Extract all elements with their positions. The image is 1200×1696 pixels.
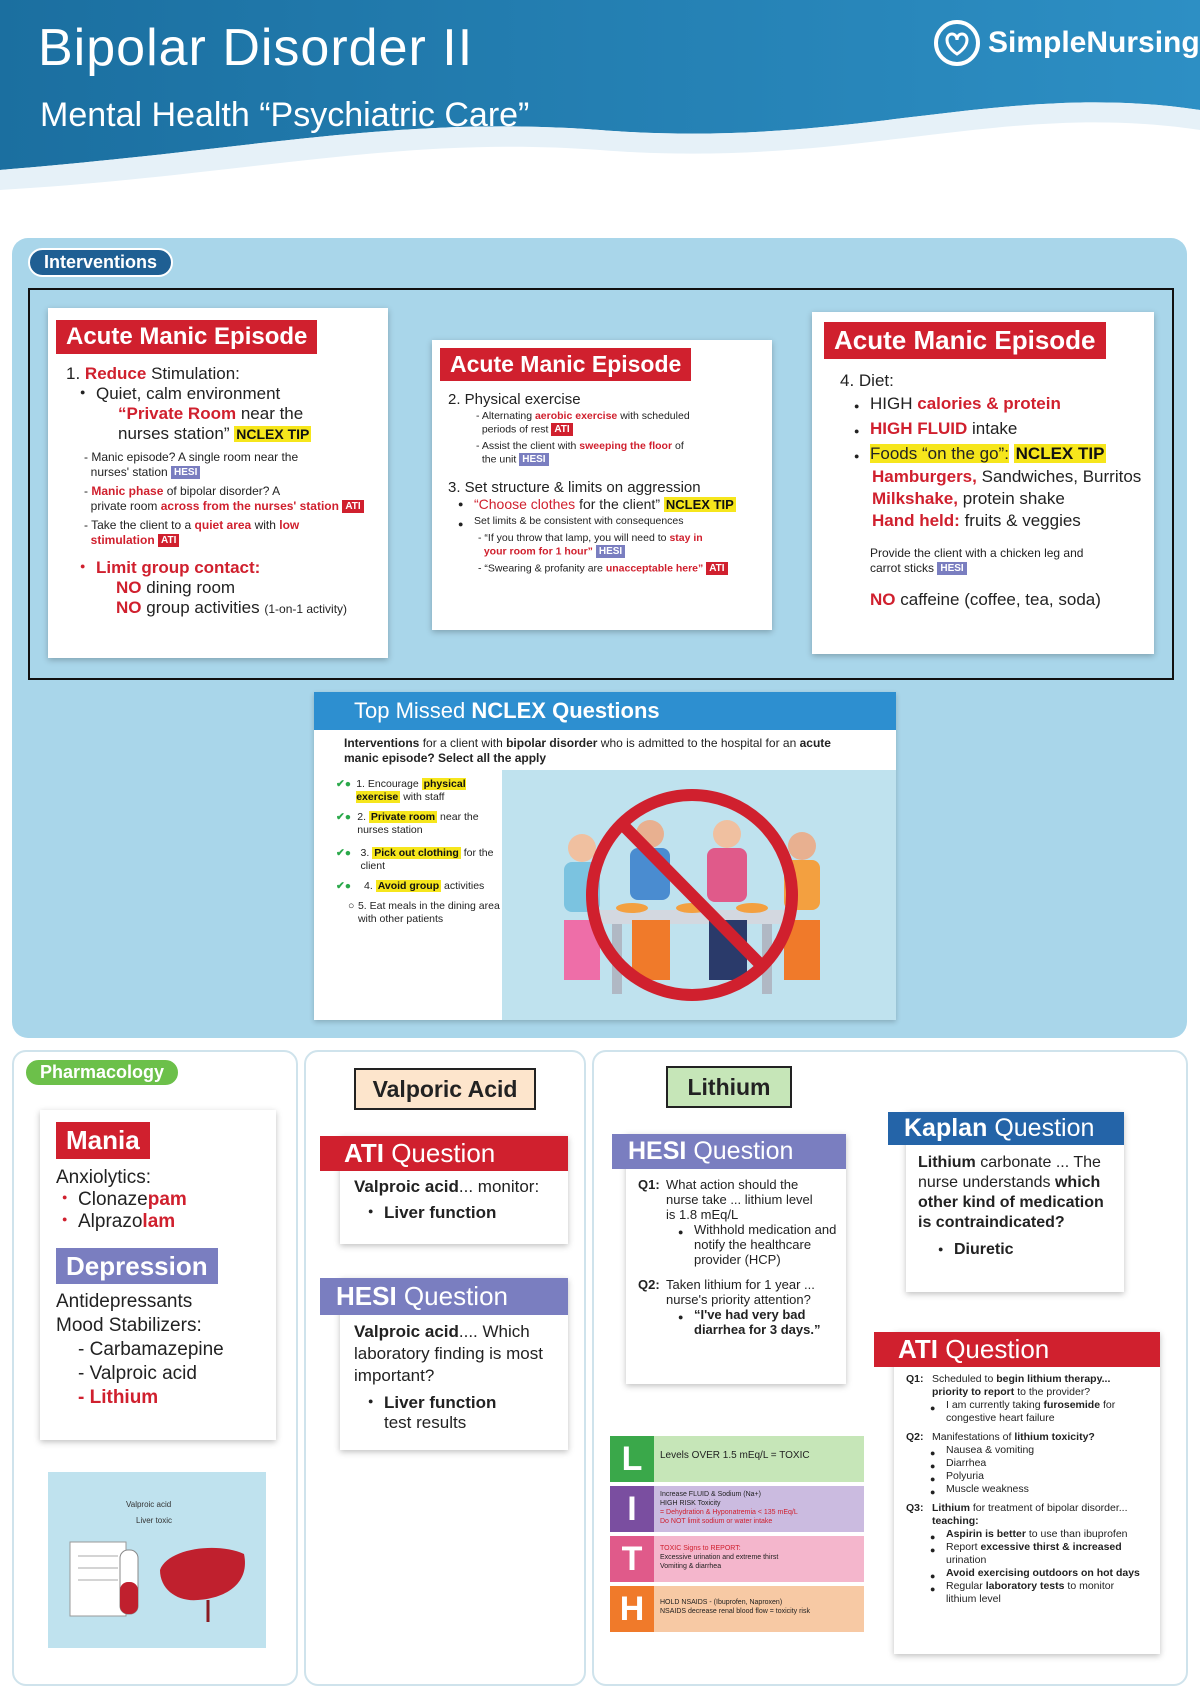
- lithium-ati-card: [894, 1332, 1160, 1654]
- diet-line: 4. Diet:: [840, 371, 894, 390]
- limit-list: ● Limit group contact: NO dining room NO group activities (1-on-1 activity): [80, 558, 380, 618]
- brand-logo: [930, 18, 1200, 68]
- page-header: [0, 0, 1200, 200]
- img-label-2: Liver toxic: [136, 1516, 173, 1525]
- exercise-notes: - Alternating aerobic exercise with scheduled periods of rest ATI - Assist the client with sweeping the floor of the unit HESI: [476, 410, 690, 466]
- food-examples: Hamburgers, Sandwiches, Burritos Milkshake, protein shake Hand held: fruits & veggies: [872, 467, 1142, 530]
- nclex-question-card: [314, 692, 896, 1020]
- no-group-dining-icon: [502, 770, 896, 1020]
- kaplan-question-text: Lithium carbonate ... The nurse understands which other kind of medication is contraindicated?: [918, 1154, 1104, 1231]
- limit-quotes: - “If you throw that lamp, you will need to stay in your room for 1 hour” HESI - “Swearing & profanity are unacceptable here” ATI: [478, 532, 764, 576]
- liver-illustration: [48, 1472, 266, 1648]
- manic-card-3: [812, 312, 1154, 654]
- heart-stethoscope-icon: [930, 18, 984, 68]
- provide-note: Provide the client with a chicken leg and carrot sticks HESI: [870, 546, 1084, 575]
- anxiolytics-list: ● Clonazepam ● Alprazolam: [62, 1189, 260, 1233]
- pharmacology-pill: Pharmacology: [24, 1058, 180, 1087]
- ati-q1-answer: ● I am currently taking furosemide for congestive heart failure: [930, 1399, 1160, 1425]
- structure-line: 3. Set structure & limits on aggression: [448, 478, 701, 496]
- group-dining-illustration: [502, 770, 896, 1020]
- ati-answer: ● Liver function: [368, 1203, 568, 1223]
- option-1[interactable]: ✔● 1. Encourage physical exercise with staff: [336, 778, 466, 803]
- ati-q3-answers: ● Aspirin is better to use than ibuprofen ● Report excessive thirst & increased urination ● Avoid exercising outdoors on hot days ● Regular laboratory tests to monitor lithium level: [930, 1528, 1146, 1606]
- diet-list: ● HIGH calories & protein ● HIGH FLUID intake ● Foods “on the go”: NCLEX TIP: [854, 391, 1142, 466]
- mnemonic-row-t: T TOXIC Signs to REPORT: Excessive urination and extreme thirst Vomiting & diarrhea: [610, 1536, 864, 1582]
- page-title: Bipolar Disorder II: [38, 19, 474, 77]
- lithium-title: Lithium: [666, 1066, 792, 1108]
- depression-title: Depression: [56, 1248, 218, 1284]
- nclex-stem: Interventions for a client with bipolar disorder who is admitted to the hospital for an acute manic episode? Select all the apply: [344, 736, 831, 765]
- mnemonic-row-l: L Levels OVER 1.5 mEq/L = TOXIC: [610, 1436, 864, 1482]
- ati-question-header: ATI Question: [320, 1136, 568, 1171]
- ati-question-header: ATI Question: [874, 1332, 1160, 1367]
- option-3[interactable]: ✔● 3. Pick out clothing for the client: [336, 847, 494, 872]
- interventions-pill: Interventions: [28, 248, 173, 277]
- structure-list: ● “Choose clothes for the client” NCLEX TIP ● Set limits & be consistent with consequences: [458, 496, 764, 528]
- option-4[interactable]: ✔● 4. Avoid group activities: [336, 880, 485, 892]
- quiet-item: ● Quiet, calm environment “Private Room near the nurses station” NCLEX TIP: [80, 384, 380, 444]
- reduce-line: 1. Reduce Stimulation:: [66, 364, 240, 383]
- card-title: Acute Manic Episode: [440, 348, 691, 381]
- hesi-question-header: HESI Question: [320, 1278, 568, 1315]
- ati-q2-answers: ● Nausea & vomiting ● Diarrhea ● Polyuria ● Muscle weakness: [930, 1444, 1160, 1496]
- mania-card: [40, 1110, 276, 1440]
- reduce-list: [80, 384, 380, 444]
- hesi-question-text: Valproic acid.... Which laboratory finding is most important?: [354, 1322, 543, 1385]
- hesi-answer: ● Liver function test results: [368, 1393, 568, 1433]
- lith-mnemonic: [610, 1436, 864, 1632]
- kaplan-answer: ● Diuretic: [938, 1241, 1124, 1259]
- mnemonic-row-i: I Increase FLUID & Sodium (Na+) HIGH RISK Toxicity = Dehydration & Hyponatremia < 135 mEq/L Do NOT limit sodium or water intake: [610, 1486, 864, 1532]
- valproic-ati-card: [340, 1136, 568, 1244]
- mnemonic-row-h: H HOLD NSAIDS - (Ibuprofen, Naproxen) NSAIDS decrease renal blood flow = toxicity risk: [610, 1586, 864, 1632]
- hesi-q1-answer: ● Withhold medication and notify the healthcare provider (HCP): [678, 1222, 846, 1267]
- img-label-1: Valproic acid: [126, 1500, 172, 1509]
- hesi-q2-answer: ● “I've had very bad diarrhea for 3 days.”: [678, 1307, 846, 1337]
- depression-meds: Antidepressants Mood Stabilizers: - Carbamazepine - Valproic acid - Lithium: [56, 1291, 224, 1408]
- kaplan-card: [906, 1112, 1124, 1292]
- hesi-q1: Q1: What action should the nurse take ... lithium level is 1.8 mEq/L: [638, 1177, 813, 1222]
- nclex-options: [336, 778, 501, 926]
- exercise-line: 2. Physical exercise: [448, 391, 581, 408]
- card-title: Acute Manic Episode: [824, 322, 1106, 359]
- brand-name: SimpleNursing: [988, 26, 1200, 59]
- card-title: Acute Manic Episode: [56, 320, 317, 354]
- valproic-hesi-card: [336, 1278, 568, 1450]
- option-5[interactable]: ○ 5. Eat meals in the dining area with other patients: [348, 900, 500, 925]
- ati-q2: Q2: Manifestations of lithium toxicity?: [906, 1431, 1095, 1443]
- kaplan-question-header: Kaplan Question: [888, 1112, 1124, 1145]
- lithium-hesi-card: [626, 1134, 846, 1384]
- no-caffeine: NO caffeine (coffee, tea, soda): [870, 590, 1101, 609]
- page-subtitle: Mental Health “Psychiatric Care”: [40, 96, 530, 134]
- option-2[interactable]: ✔● 2. Private room near the nurses station: [336, 811, 479, 836]
- ati-q3: Q3: Lithium for treatment of bipolar disorder... teaching:: [906, 1502, 1128, 1527]
- hesi-q2: Q2: Taken lithium for 1 year ... nurse's priority attention?: [638, 1277, 815, 1307]
- ati-question-text: Valproic acid... monitor:: [354, 1177, 540, 1196]
- manic-card-1: [48, 308, 388, 658]
- valproic-title: Valporic Acid: [354, 1068, 536, 1110]
- hesi-question-header: HESI Question: [612, 1134, 846, 1169]
- ati-q1: Q1: Scheduled to begin lithium therapy... priority to report to the provider?: [906, 1373, 1111, 1398]
- nclex-title: Top Missed NCLEX Questions: [314, 692, 896, 730]
- sub-notes: - Manic episode? A single room near the nurses' station HESI - Manic phase of bipolar disorder? A private room across from the nurses' station ATI - Take the client to a quiet area with low stimulation ATI: [84, 450, 380, 548]
- manic-card-2: [432, 340, 772, 630]
- mania-title: Mania: [56, 1122, 150, 1159]
- anxiolytics-label: Anxiolytics:: [56, 1167, 152, 1188]
